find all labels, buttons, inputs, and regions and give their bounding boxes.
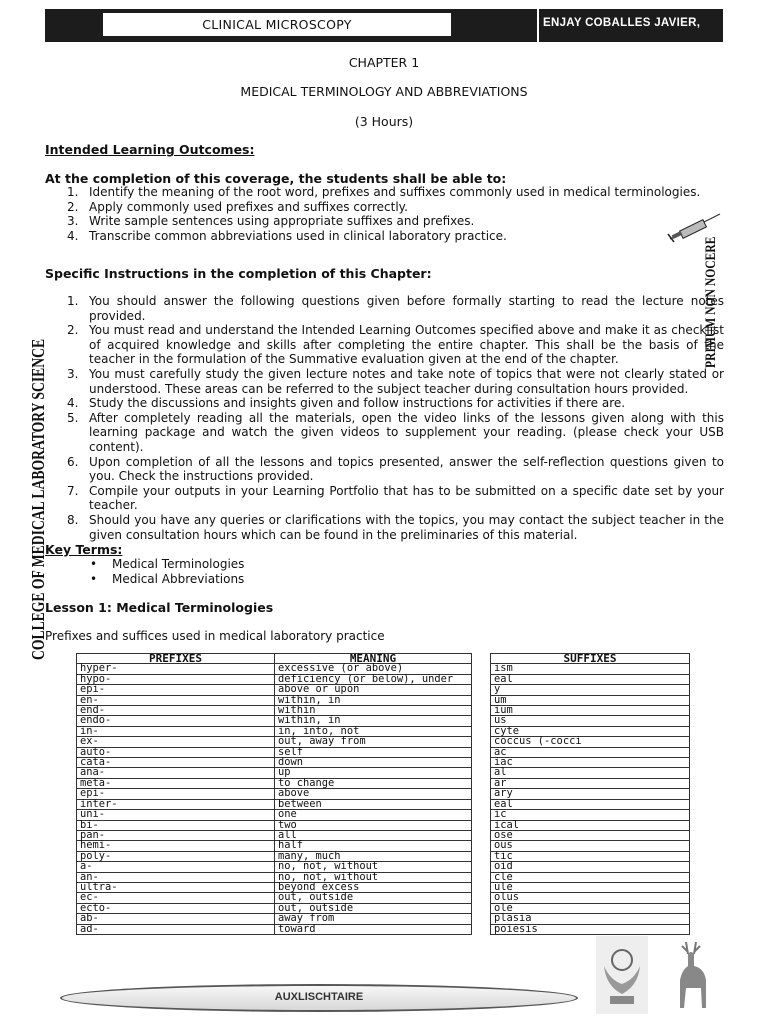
suffix-cell: eal [491,799,690,809]
table-row [491,810,690,820]
meaning-cell: many, much [275,851,472,861]
meaning-cell: up [275,768,472,778]
table-row [77,820,472,830]
table-row [77,716,472,726]
meaning-cell: away from [275,914,472,924]
table-row [77,903,472,913]
meaning-cell: above [275,789,472,799]
motto-side-label: PRIMUM NON NOCERE [703,236,719,368]
table-row [491,851,690,861]
list-number: 3. [67,214,79,229]
list-number: 1. [67,185,79,199]
instructions-list [62,294,724,542]
table-row [77,872,472,882]
suffix-cell: olus [491,893,690,903]
table-row [77,674,472,684]
table-row [77,882,472,892]
prefix-cell: hyper- [77,664,275,674]
instruction-item [62,411,724,455]
list-text: Upon completion of all the lessons and topics presented, answer the self-reflection questions given to you. Check the instructions provided. [89,454,724,484]
prefix-cell: cata- [77,758,275,768]
ilo-item [62,185,700,200]
suffix-cell: cle [491,872,690,882]
list-number: 8. [67,512,79,527]
list-text: You must read and understand the Intended Learning Outcomes specified above and make it as checklist of acquired knowledge and skills after completing the entire chapter. This shall be the basis of the teacher in the formulation of the Summative evaluation given at the end of the chapter. [89,323,724,367]
table-row [77,789,472,799]
meaning-cell: no, not, without [275,872,472,882]
table-row [491,872,690,882]
prefix-cell: ecto- [77,903,275,913]
key-terms-heading: Key Terms: [45,542,123,557]
table-row [77,706,472,716]
table-row [77,841,472,851]
instruction-item [62,484,724,513]
table-row [77,893,472,903]
list-number: 4. [67,228,79,243]
prefix-cell: uni- [77,810,275,820]
table-row [491,716,690,726]
ilo-intro: At the completion of this coverage, the students shall be able to: [45,171,507,186]
suffix-cell: ary [491,789,690,799]
suffix-cell: oid [491,862,690,872]
list-text: Apply commonly used prefixes and suffixes correctly. [89,199,408,214]
list-number: 6. [67,454,79,469]
suffix-cell: plasia [491,914,690,924]
suffix-cell: ism [491,664,690,674]
author-name: ENJAY COBALLES JAVIER, RMT [537,9,723,42]
deer-emblem-icon [666,936,718,1014]
table-row [491,768,690,778]
table-row [77,851,472,861]
suffix-cell: al [491,768,690,778]
prefix-cell: inter- [77,799,275,809]
meaning-cell: in, into, not [275,726,472,736]
prefix-cell: in- [77,726,275,736]
table-row [491,695,690,705]
instruction-item [62,513,724,542]
table-row [77,685,472,695]
prefix-cell: ana- [77,768,275,778]
hands-emblem-icon [596,936,648,1014]
meaning-header: MEANING [275,654,472,664]
meaning-cell: self [275,747,472,757]
table-row [491,924,690,934]
suffix-cell: ar [491,778,690,788]
list-number: 2. [67,323,79,338]
table-row [77,768,472,778]
prefix-cell: a- [77,862,275,872]
suffix-cell: eal [491,674,690,684]
meaning-cell: out, outside [275,893,472,903]
prefix-cell: epi- [77,789,275,799]
chapter-hours: (3 Hours) [354,114,414,129]
college-side-label: COLLEGE OF MEDICAL LABORATORY SCIENCE [28,338,48,660]
prefix-cell: bi- [77,820,275,830]
suffix-cell: ical [491,820,690,830]
table-row [491,706,690,716]
key-terms-list [88,557,244,586]
ilo-heading: Intended Learning Outcomes: [45,142,255,157]
meaning-cell: within, in [275,695,472,705]
meaning-cell: to change [275,778,472,788]
list-number: 5. [67,410,79,425]
meaning-cell: excessive (or above) [275,664,472,674]
list-text: Compile your outputs in your Learning Portfolio that has to be submitted on a specific date set by your teacher. [89,483,724,513]
table-row [77,747,472,757]
table-row [491,778,690,788]
course-title: CLINICAL MICROSCOPY [103,13,451,36]
suffix-cell: ium [491,706,690,716]
instructions-heading: Specific Instructions in the completion of this Chapter: [45,266,432,281]
prefix-cell: en- [77,695,275,705]
suffix-cell: um [491,695,690,705]
header-bar [45,9,723,58]
table-row [491,862,690,872]
list-number: 1. [67,294,79,308]
prefix-cell: an- [77,872,275,882]
suffix-cell: ose [491,830,690,840]
meaning-cell: within [275,706,472,716]
prefix-cell: endo- [77,716,275,726]
list-number: 3. [67,366,79,381]
prefix-cell: ex- [77,737,275,747]
table-row [491,893,690,903]
meaning-cell: out, outside [275,903,472,913]
table-row [77,695,472,705]
table-row [77,924,472,934]
table-row [491,674,690,684]
meaning-cell: within, in [275,716,472,726]
table-row [491,664,690,674]
ilo-item [62,214,700,229]
suffix-cell: us [491,716,690,726]
table-row [491,830,690,840]
meaning-cell: half [275,841,472,851]
meaning-cell: above or upon [275,685,472,695]
suffix-cell: poiesis [491,924,690,934]
meaning-cell: toward [275,924,472,934]
table-row [491,882,690,892]
table-row [491,685,690,695]
suffix-cell: coccus (-cocci [491,737,690,747]
meaning-cell: between [275,799,472,809]
key-term-item: • Medical Abbreviations [88,572,244,587]
meaning-cell: no, not, without [275,862,472,872]
suffix-cell: ule [491,882,690,892]
suffix-table [490,653,690,935]
suffix-cell: cyte [491,726,690,736]
prefix-table [76,653,472,935]
lesson-heading: Lesson 1: Medical Terminologies [45,600,274,615]
meaning-cell: two [275,820,472,830]
prefix-cell: ab- [77,914,275,924]
table-row [491,747,690,757]
lesson-intro: Prefixes and suffices used in medical laboratory practice [45,629,385,643]
prefix-cell: pan- [77,830,275,840]
list-text: After completely reading all the materials, open the video links of the lessons given along with this learning package and watch the given videos to supplement your reading. (please check your USB content). [89,410,724,454]
prefix-cell: hemi- [77,841,275,851]
meaning-cell: all [275,830,472,840]
suffix-cell: tic [491,851,690,861]
ilo-item [62,200,700,215]
list-text: Identify the meaning of the root word, prefixes and suffixes commonly used in medical terminologies. [89,185,701,199]
suffix-header: SUFFIXES [491,654,690,664]
prefix-cell: end- [77,706,275,716]
suffix-cell: ac [491,747,690,757]
footer-banner [60,984,578,1012]
footer-label: AUXLISCHTAIRE [274,991,364,1003]
meaning-cell: deficiency (or below), under [275,674,472,684]
instruction-item [62,294,724,323]
table-row [77,810,472,820]
prefix-cell: meta- [77,778,275,788]
ilo-item [62,229,700,244]
prefix-cell: poly- [77,851,275,861]
prefix-cell: epi- [77,685,275,695]
table-row [491,737,690,747]
suffix-cell: ous [491,841,690,851]
table-row [491,820,690,830]
ilo-list [62,185,700,243]
table-row [77,726,472,736]
meaning-cell: out, away from [275,737,472,747]
meaning-cell: down [275,758,472,768]
list-number: 7. [67,483,79,498]
key-term-item: • Medical Terminologies [88,557,244,572]
list-text: Write sample sentences using appropriate suffixes and prefixes. [89,214,475,229]
instruction-item [62,396,724,411]
table-row [77,737,472,747]
meaning-cell: one [275,810,472,820]
prefix-cell: hypo- [77,674,275,684]
suffix-cell: ic [491,810,690,820]
table-row [77,778,472,788]
chapter-label: CHAPTER 1 [348,55,420,70]
list-number: 2. [67,199,79,214]
list-text: You should answer the following questions given before formally starting to read the lecture notes provided. [89,294,724,323]
list-number: 4. [67,396,79,411]
prefix-cell: ad- [77,924,275,934]
meaning-cell: beyond excess [275,882,472,892]
prefix-cell: auto- [77,747,275,757]
table-row [77,862,472,872]
suffix-cell: iac [491,758,690,768]
table-row [77,758,472,768]
table-row [491,799,690,809]
instruction-item [62,455,724,484]
table-row [491,789,690,799]
instruction-item [62,367,724,396]
suffix-cell: ole [491,903,690,913]
table-row [77,830,472,840]
table-row [491,758,690,768]
list-text: Should you have any queries or clarifications with the topics, you may contact the subject teacher in the given consultation hours which can be found in the preliminaries of this material. [89,512,724,542]
prefix-cell: ultra- [77,882,275,892]
chapter-title: MEDICAL TERMINOLOGY AND ABBREVIATIONS [240,84,528,99]
table-row [77,799,472,809]
prefix-header: PREFIXES [77,654,275,664]
table-row [77,914,472,924]
list-text: Study the discussions and insights given and follow instructions for activities if there are. [89,396,626,411]
list-text: You must carefully study the given lecture notes and take note of topics that were not clearly stated or understood. These areas can be referred to the subject teacher during consultation hours provided. [89,366,724,396]
instruction-item [62,323,724,367]
list-text: Transcribe common abbreviations used in clinical laboratory practice. [89,228,507,243]
prefix-cell: ec- [77,893,275,903]
suffix-cell: y [491,685,690,695]
table-row [491,841,690,851]
